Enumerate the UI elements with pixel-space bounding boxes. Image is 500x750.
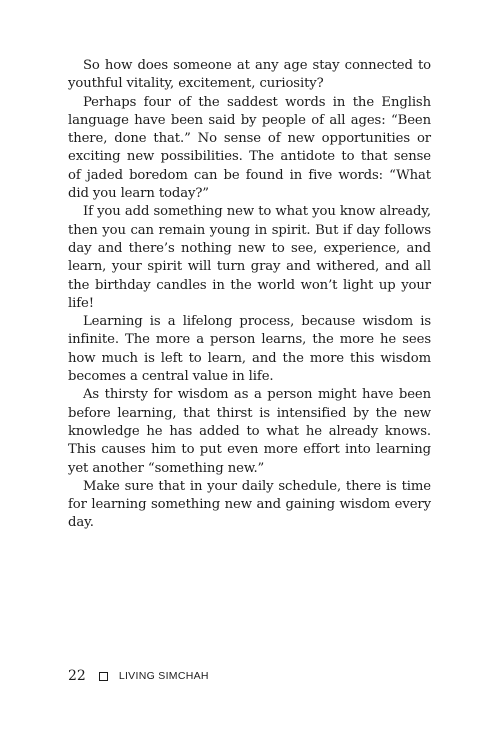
paragraph: Learning is a lifelong process, because wisdom is infinite. The more a person learns, the more he sees how much is left to learn, and the more this wisdom becomes a central value in life.	[68, 314, 431, 385]
hollow-square-icon	[99, 672, 108, 681]
paragraph: So how does someone at any age stay connected to youthful vitality, excitement, curiosity?	[68, 58, 431, 92]
paragraph: Perhaps four of the saddest words in the English language have been said by people of all ages: “Been there, done that.” No sense of new opportunities or exciting new possibilities. The antidote to that sense of jaded boredom can be found in five words: “What did you learn today?”	[68, 94, 431, 202]
paragraph: If you add something new to what you know already, then you can remain young in spirit. But if day follows day and there’s nothing new to see, experience, and learn, your spirit will turn gray and withered, and all the birthday candles in the world won’t light up your life!	[68, 204, 431, 311]
page-number: 22	[68, 668, 86, 684]
body-text	[68, 57, 431, 533]
paragraph: Make sure that in your daily schedule, there is time for learning something new and gaining wisdom every day.	[68, 478, 431, 531]
paragraph: As thirsty for wisdom as a person might have been before learning, that thirst is intensified by the new knowledge he has added to what he already knows. This causes him to put even more effort into learning yet another “something new.”	[68, 387, 431, 476]
page-footer	[68, 667, 209, 685]
running-title: LIVING SIMCHAH	[118, 670, 209, 682]
